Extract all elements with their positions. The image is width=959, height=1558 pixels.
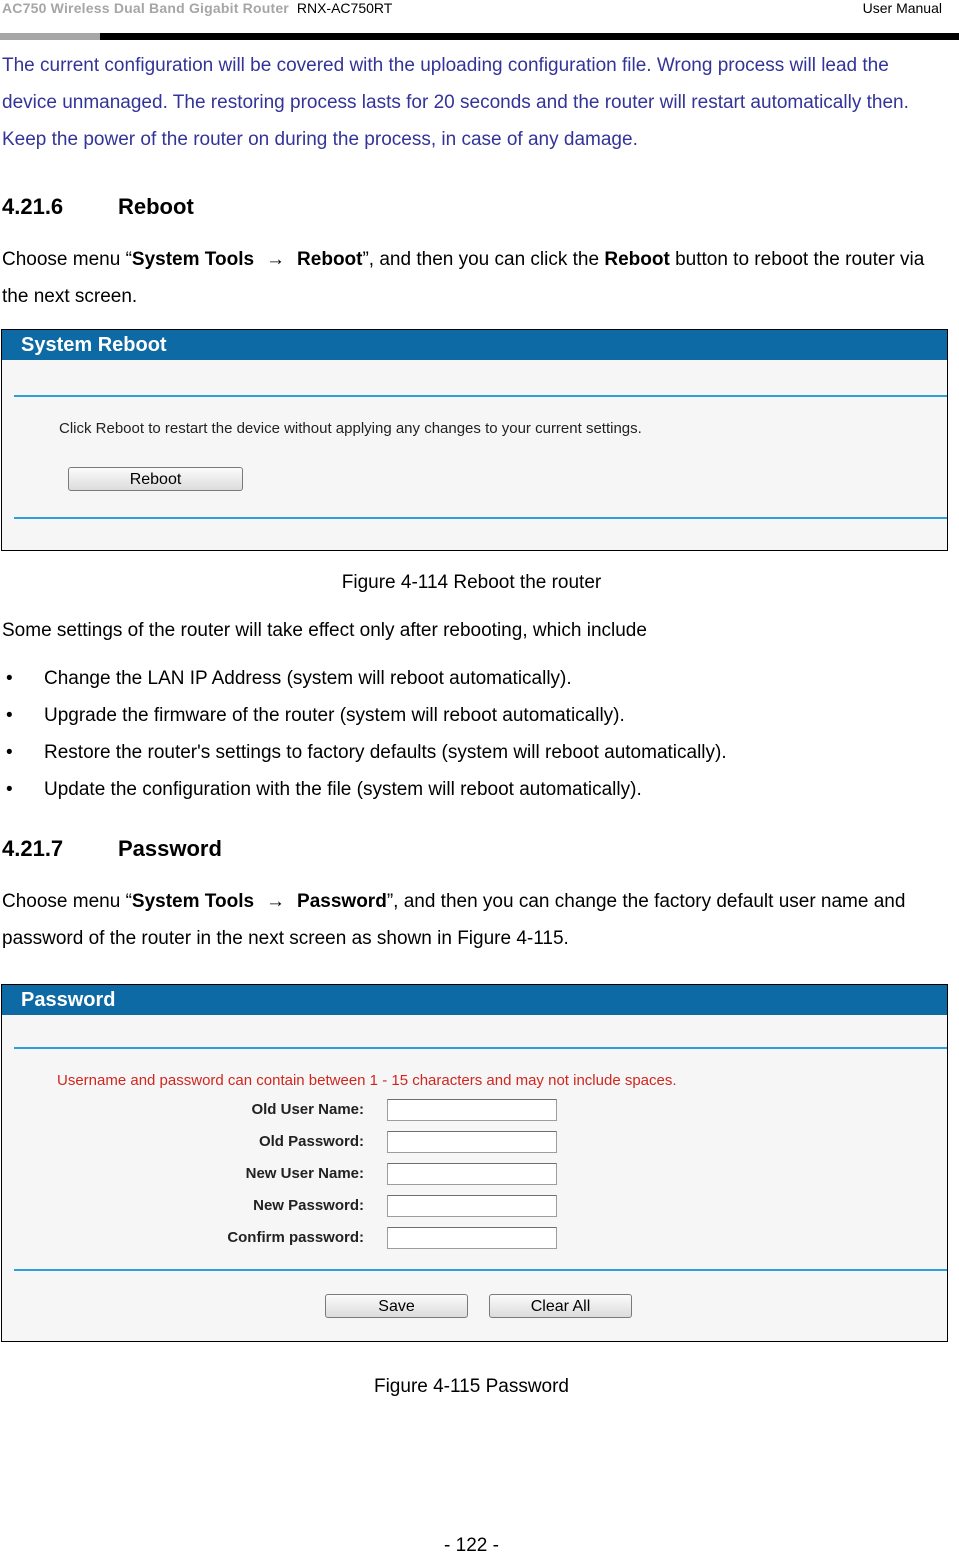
section-heading-password bbox=[2, 835, 222, 863]
header-rule-grey bbox=[0, 33, 100, 40]
old-password-input[interactable] bbox=[387, 1131, 557, 1153]
figure-caption: Figure 4-114 Reboot the router bbox=[341, 572, 602, 593]
list-item: • Change the LAN IP Address (system will reboot automatically). bbox=[2, 660, 942, 697]
product-name: AC750 Wireless Dual Band Gigabit Router bbox=[2, 0, 289, 16]
password-paragraph bbox=[2, 883, 947, 957]
section-number: 4.21.6 bbox=[2, 194, 64, 219]
menu-system-tools: System Tools bbox=[131, 249, 255, 270]
menu-system-tools: System Tools bbox=[131, 891, 255, 912]
header-rule-black bbox=[100, 33, 959, 40]
new-user-name-input[interactable] bbox=[387, 1163, 557, 1185]
old-user-name-label: Old User Name: bbox=[251, 1101, 364, 1118]
model-number: RNX-AC750RT bbox=[296, 0, 393, 16]
old-user-name-input[interactable] bbox=[387, 1099, 557, 1121]
reboot-conditions-list bbox=[2, 660, 942, 808]
text-run: ”, and then you can change the factory default user name and password of the router in the next screen as shown in Figure 4-115. bbox=[2, 891, 906, 949]
panel-title: System Reboot bbox=[2, 330, 947, 360]
divider bbox=[14, 517, 947, 519]
panel-body bbox=[2, 360, 947, 550]
divider bbox=[14, 1047, 947, 1049]
divider bbox=[14, 395, 947, 397]
panel-body bbox=[2, 1015, 947, 1341]
save-button[interactable]: Save bbox=[325, 1294, 468, 1318]
arrow-icon: → bbox=[266, 891, 286, 912]
text-run: button to reboot the router via the next screen. bbox=[2, 249, 925, 307]
password-rules-warning: Username and password can contain between 1 - 15 characters and may not include spaces. bbox=[57, 1072, 677, 1089]
confirm-password-label: Confirm password: bbox=[227, 1229, 364, 1246]
text-run: ”, and then you can click the bbox=[362, 249, 605, 270]
new-password-input[interactable] bbox=[387, 1195, 557, 1217]
confirm-password-input[interactable] bbox=[387, 1227, 557, 1249]
menu-password: Password bbox=[297, 891, 387, 912]
text-run: Choose menu “ bbox=[2, 249, 132, 270]
text-run: Choose menu “ bbox=[2, 891, 132, 912]
new-password-label: New Password: bbox=[253, 1197, 364, 1214]
reboot-paragraph bbox=[2, 241, 947, 315]
running-header bbox=[2, 0, 392, 16]
section-number: 4.21.7 bbox=[2, 836, 64, 861]
doc-type: User Manual bbox=[862, 0, 942, 16]
list-intro: Some settings of the router will take effect only after rebooting, which include bbox=[2, 620, 647, 641]
intro-paragraph: The current configuration will be covered with the uploading configuration file. Wrong process will lead the device unmanaged. The restoring process lasts for 20 seconds and the router will restart automatically then. Keep the power of the router on during the process, in case of any damage. bbox=[2, 55, 909, 150]
list-item: • Upgrade the firmware of the router (system will reboot automatically). bbox=[2, 697, 942, 734]
clear-all-button[interactable]: Clear All bbox=[489, 1294, 632, 1318]
reboot-button[interactable]: Reboot bbox=[68, 467, 243, 491]
reboot-instruction: Click Reboot to restart the device without applying any changes to your current settings. bbox=[59, 420, 642, 437]
list-item: • Restore the router's settings to factory defaults (system will reboot automatically). bbox=[2, 734, 942, 771]
password-panel bbox=[1, 984, 948, 1342]
divider bbox=[14, 1269, 947, 1271]
panel-title: Password bbox=[2, 985, 947, 1015]
new-user-name-label: New User Name: bbox=[245, 1165, 364, 1182]
section-title: Password bbox=[118, 836, 222, 861]
menu-reboot: Reboot bbox=[297, 249, 363, 270]
page-number: - 122 - bbox=[444, 1535, 499, 1556]
old-password-label: Old Password: bbox=[258, 1133, 364, 1150]
system-reboot-panel bbox=[1, 329, 948, 551]
arrow-icon: → bbox=[266, 249, 286, 270]
reboot-button-reference: Reboot bbox=[604, 249, 670, 270]
section-heading-reboot bbox=[2, 193, 194, 221]
section-title: Reboot bbox=[118, 194, 194, 219]
figure-caption: Figure 4-115 Password bbox=[373, 1376, 570, 1397]
list-item: • Update the configuration with the file (system will reboot automatically). bbox=[2, 771, 942, 808]
